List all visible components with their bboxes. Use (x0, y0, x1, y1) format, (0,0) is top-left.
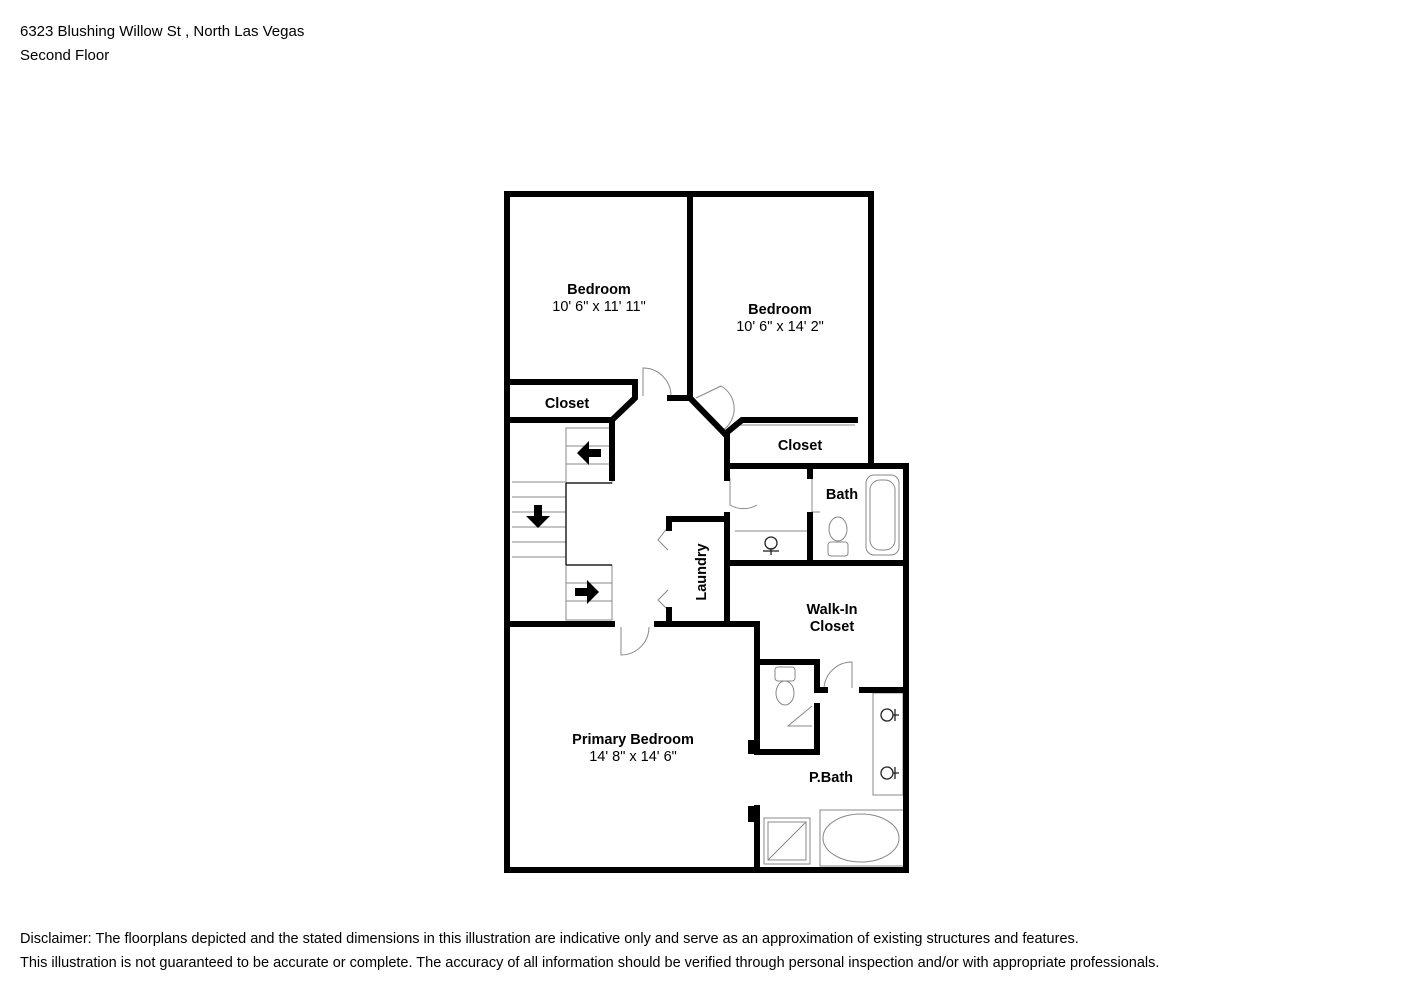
bedroom-1-dims: 10' 6" x 11' 11" (552, 299, 646, 315)
bedroom-2-dims: 10' 6" x 14' 2" (736, 319, 824, 335)
laundry-label: Laundry (694, 543, 710, 601)
arrow-left-icon (577, 441, 601, 465)
closet-1-label: Closet (544, 396, 590, 412)
bath-label: Bath (825, 487, 859, 503)
bedroom-2-name: Bedroom (748, 302, 812, 318)
closet-2-label: Closet (777, 438, 823, 454)
primary-bedroom-name: Primary Bedroom (572, 732, 694, 748)
arrow-down-icon (526, 505, 550, 528)
floor-label: Second Floor (20, 47, 110, 64)
stair-arrows (526, 441, 601, 604)
walkin-closet-label-2: Closet (809, 619, 855, 635)
primary-bedroom-dims: 14' 8" x 14' 6" (589, 749, 677, 765)
primary-bath-label: P.Bath (808, 770, 854, 786)
arrow-right-icon (575, 580, 599, 604)
bedroom-1-name: Bedroom (567, 282, 631, 298)
disclaimer-line-1: Disclaimer: The floorplans depicted and the stated dimensions in this illustration are indicative only and serve as an approximation of existing structures and features. (20, 931, 1079, 947)
property-address: 6323 Blushing Willow St , North Las Vegas (20, 23, 305, 40)
disclaimer-line-2: This illustration is not guaranteed to be accurate or complete. The accuracy of all information should be verified through personal inspection and/or with appropriate professionals. (20, 955, 1160, 971)
sink-icons (763, 537, 899, 779)
walkin-closet-label-1: Walk-In (806, 602, 858, 618)
